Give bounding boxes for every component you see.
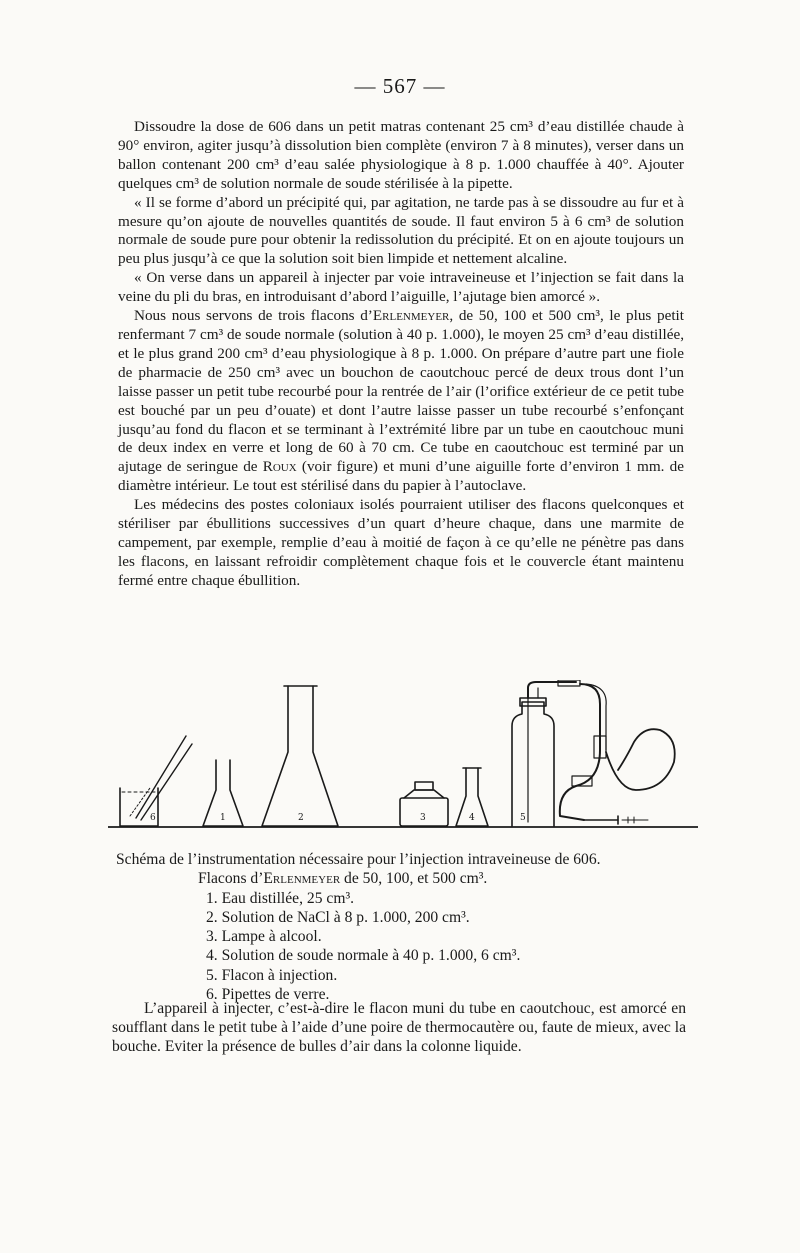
paragraph-flasks-part-a: Nous nous servons de trois flacons d’ xyxy=(134,307,373,325)
paragraph-flasks-part-c: (voir figure) et muni d’une aiguille forte d’environ 1 mm. de diamètre intérieur. Le tout est stérilisé dans du papier à l’autoclave. xyxy=(118,458,684,495)
figure-label-4: 4 xyxy=(469,813,475,823)
figure-label-6: 6 xyxy=(150,813,156,823)
pipette-beaker-illustration xyxy=(120,736,192,826)
paragraph-injection: « On verse dans un appareil à injecter par voie intraveineuse et l’injection se fait dans la veine du pli du bras, en introduisant d’abord l’aiguille, l’ajutage bien amorcé ». xyxy=(118,269,684,306)
legend-item: 1. Eau distillée, 25 cm³. xyxy=(206,889,355,907)
paragraph-dissolution: Dissoudre la dose de 606 dans un petit matras contenant 25 cm³ d’eau distillée chaude à 90° environ, agiter jusqu’à dissolution bien complète (environ 7 à 8 minutes), verser dans un ballon contenant 200 cm³ d’eau salée physiologique à 8 p. 1.000 chauffée à 40°. Ajouter quelques cm³ de solution normale de soude stérilisée à la pipette. xyxy=(118,118,684,192)
paragraph-priming: L’appareil à injecter, c’est-à-dire le flacon muni du tube en caoutchouc, est amorcé en soufflant dans le petit tube à l’aide d’une poire de thermocautère ou, faute de mieux, avec la bouche. Eviter la présence de bulles d’air dans la colonne liquide. xyxy=(112,1000,686,1055)
instrumentation-figure xyxy=(108,680,698,840)
erlenmeyer-name: Erlenmeyer xyxy=(372,307,450,325)
legend-item: 5. Flacon à injection. xyxy=(206,966,338,984)
figure-label-5: 5 xyxy=(520,813,526,823)
paragraph-flasks xyxy=(118,307,684,496)
caption-erlenmeyer-name: Erlenmeyer xyxy=(263,870,341,888)
instrumentation-drawing xyxy=(108,680,698,840)
closing-text xyxy=(112,1000,686,1056)
body-text xyxy=(118,118,684,591)
legend-item: 6. Pipettes de verre. xyxy=(206,986,330,1004)
figure-label-2: 2 xyxy=(298,813,304,823)
caption-legend-list xyxy=(116,889,716,1005)
caption-subtitle-part-a: Flacons d’ xyxy=(198,870,264,888)
paragraph-precipitate: « Il se forme d’abord un précipité qui, par agitation, ne tarde pas à se dissoudre au fur et à mesure qu’on ajoute de nouvelles quantités de soude. Il faut environ 5 à 6 cm³ de solution normale de soude pure pour obtenir la redissolution du précipité. Et on en ajoute toujours un peu plus jusqu’à ce que la solution soit bien limpide et nettement alcaline. xyxy=(118,193,684,268)
legend-item: 2. Solution de NaCl à 8 p. 1.000, 200 cm³. xyxy=(206,908,470,926)
figure-label-1: 1 xyxy=(220,813,226,823)
injection-flask-illustration xyxy=(512,680,675,826)
legend-item: 4. Solution de soude normale à 40 p. 1.000, 6 cm³. xyxy=(206,947,521,965)
roux-name: Roux xyxy=(262,458,297,476)
figure-caption xyxy=(116,850,716,1004)
figure-label-3: 3 xyxy=(420,813,426,823)
caption-subtitle xyxy=(198,869,716,888)
paragraph-colonial: Les médecins des postes coloniaux isolés pourraient utiliser des flacons quelconques et stériliser par ébullitions successives d’un quart d’heure chaque, dans une marmite de campement, par exemple, remplie d’eau à moitié de façon à ce qu’elle ne pénètre pas dans les flacons, en laissant refroidir complètement chaque fois et le couvercle étant maintenu fermé entre chaque ébullition. xyxy=(118,496,684,589)
caption-title: Schéma de l’instrumentation nécessaire pour l’injection intraveineuse de 606. xyxy=(116,851,601,868)
page-number: — 567 — xyxy=(354,74,446,98)
caption-subtitle-part-b: de 50, 100, et 500 cm³. xyxy=(340,870,488,888)
large-erlenmeyer-illustration xyxy=(262,686,338,826)
paragraph-flasks-part-b: , de 50, 100 et 500 cm³, le plus petit renfermant 7 cm³ de soude normale (solution à 40 p. 1.000), le moyen 25 cm³ d’eau distillée, et le plus grand 200 cm³ d’eau physiologique à 8 p. 1.000. On prépare d’autre part une fiole de pharmacie de 250 cm³ avec un bouchon de caoutchouc percé de deux trous dont l’un laisse passer un petit tube recourbé pour la rentrée de l’air (l’orifice extérieur de ce petit tube est bouché par un peu d’ouate) et dont l’autre laisse passer un tube recourbé s’enfonçant jusqu’au fond du flacon et se terminant à l’extrémité libre par un tube en caoutchouc muni de deux index en verre et long de 60 à 70 cm. Ce tube en caoutchouc est terminé par un ajutage de seringue de xyxy=(118,307,684,476)
legend-item: 3. Lampe à alcool. xyxy=(206,928,322,946)
